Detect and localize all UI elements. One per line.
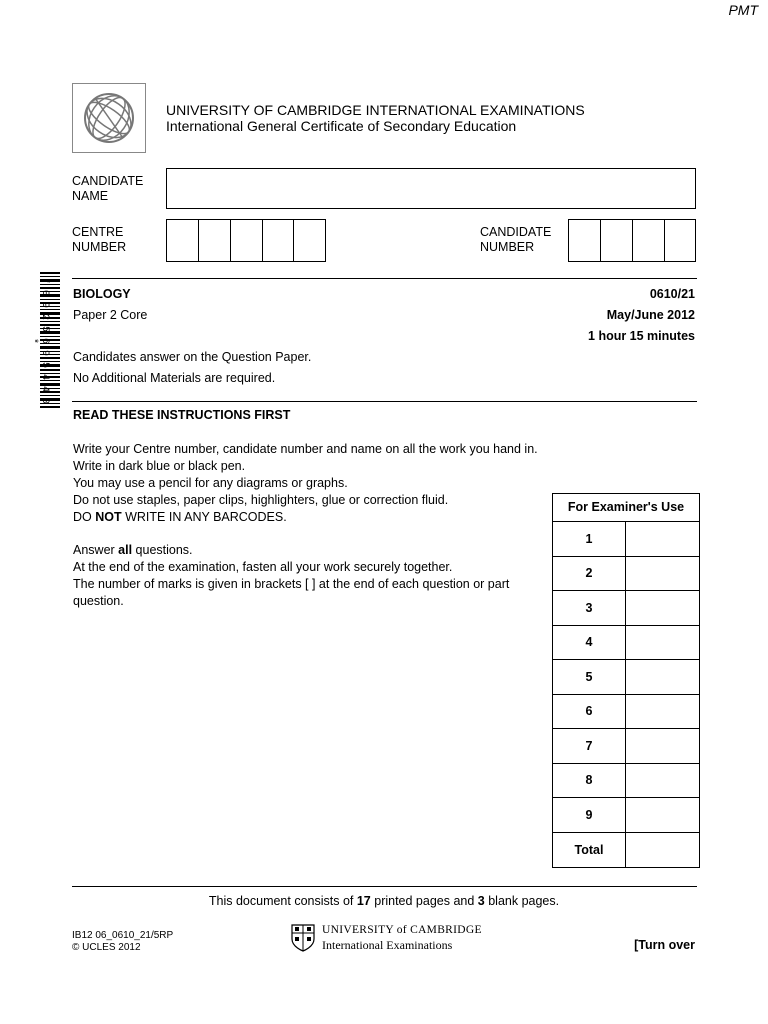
mark-cell[interactable] (626, 764, 699, 798)
paper-code: 0610/21 (649, 287, 695, 301)
table-row: 2 (553, 557, 699, 592)
mark-cell[interactable] (626, 591, 699, 625)
table-row-total: Total (553, 833, 699, 868)
digit-cell[interactable] (231, 220, 263, 261)
candidate-name-label: CANDIDATE NAME (72, 174, 144, 203)
crest-icon (290, 923, 316, 953)
centre-number-label: CENTRE NUMBER (72, 225, 127, 254)
logo-line-2: International Examinations (322, 938, 453, 952)
digit-cell[interactable] (601, 220, 633, 261)
paper-name: Paper 2 Core (73, 308, 148, 322)
certificate-name: International General Certificate of Secondary Education (166, 118, 517, 134)
materials-note: No Additional Materials are required. (73, 371, 276, 385)
table-row: 7 (553, 729, 699, 764)
barcode-digits: * 0 9 2 5 6 9 5 4 4 0 * (27, 277, 50, 405)
mark-cell[interactable] (626, 557, 699, 591)
digit-cell[interactable] (665, 220, 695, 261)
globe-icon (73, 84, 145, 152)
mark-cell[interactable] (626, 729, 699, 763)
digit-cell[interactable] (633, 220, 665, 261)
candidate-number-field[interactable] (568, 219, 696, 262)
divider (72, 401, 697, 402)
digit-cell[interactable] (199, 220, 231, 261)
examiner-use-table (552, 493, 700, 868)
answer-note: Candidates answer on the Question Paper. (73, 350, 312, 364)
turn-over: [Turn over (634, 938, 695, 952)
mark-cell[interactable] (626, 695, 699, 729)
institution-name: UNIVERSITY OF CAMBRIDGE INTERNATIONAL EXAMINATIONS (166, 102, 585, 118)
table-row: 1 (553, 522, 699, 557)
divider (72, 886, 697, 887)
table-row: 4 (553, 626, 699, 661)
digit-cell[interactable] (263, 220, 294, 261)
instructions-block: Write your Centre number, candidate number and name on all the work you hand in. Write in dark blue or black pen. You may use a pencil for any diagrams or graphs. Do not use staples, paper clips, highlighters, glue or correction fluid. DO NOT WRITE IN ANY BARCODES. Answer all questions. At the end of the examination, fasten all your work securely together. The number of marks is given in brackets [ ] at the end of each question or part question. (73, 442, 538, 608)
mark-cell[interactable] (626, 522, 699, 556)
page-count: This document consists of 17 printed pages and 3 blank pages. (208, 894, 560, 908)
cie-logo (72, 83, 146, 153)
subject: BIOLOGY (73, 287, 131, 301)
total-cell[interactable] (626, 833, 699, 868)
digit-cell[interactable] (294, 220, 325, 261)
pmt-watermark: PMT (728, 2, 758, 18)
mark-cell[interactable] (626, 660, 699, 694)
session: May/June 2012 (606, 308, 695, 322)
paper-reference: IB12 06_0610_21/5RP (72, 930, 174, 941)
candidate-number-label: CANDIDATE NUMBER (480, 225, 552, 254)
mark-cell[interactable] (626, 798, 699, 832)
divider (72, 278, 697, 279)
centre-number-field[interactable] (166, 219, 326, 262)
table-row: 6 (553, 695, 699, 730)
table-row: 9 (553, 798, 699, 833)
logo-line-1: UNIVERSITY of CAMBRIDGE (322, 924, 482, 936)
instructions-heading: READ THESE INSTRUCTIONS FIRST (73, 408, 291, 422)
mark-cell[interactable] (626, 626, 699, 660)
cambridge-logo (290, 923, 490, 955)
digit-cell[interactable] (569, 220, 601, 261)
candidate-name-field[interactable] (166, 168, 696, 209)
barcode (27, 272, 62, 410)
table-row: 5 (553, 660, 699, 695)
examiner-heading: For Examiner's Use (553, 494, 699, 522)
duration: 1 hour 15 minutes (588, 329, 695, 343)
table-row: 8 (553, 764, 699, 799)
copyright: © UCLES 2012 (72, 942, 141, 953)
table-row: 3 (553, 591, 699, 626)
digit-cell[interactable] (167, 220, 199, 261)
